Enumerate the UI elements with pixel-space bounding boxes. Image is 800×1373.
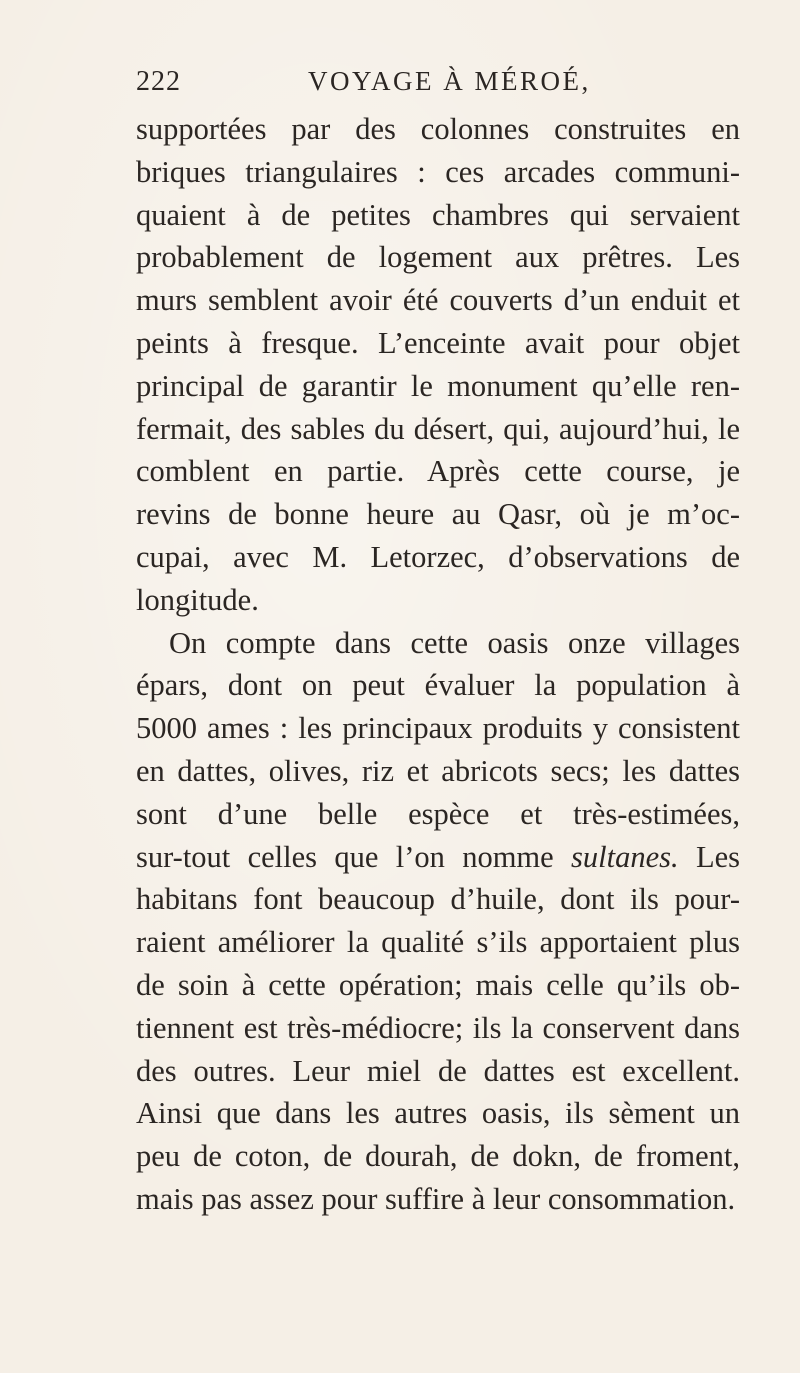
running-title: VOYAGE À MÉROÉ,	[308, 66, 591, 96]
text-segment: sur-tout celles que l’on nomme	[136, 839, 554, 874]
text-line: habitans font beaucoup d’huile, dont ils pour-	[136, 882, 740, 917]
text-line: en dattes, olives, riz et abricots secs; les dattes	[136, 753, 740, 788]
text-line: longitude.	[136, 582, 259, 617]
text-line: raient améliorer la qualité s’ils apportaient plus	[136, 925, 740, 960]
text-line: 5000 ames : les principaux produits y consistent	[136, 711, 740, 746]
page-number: 222	[136, 66, 181, 97]
text-line: revins de bonne heure au Qasr, où je m’oc-	[136, 497, 740, 532]
text-line: cupai, avec M. Letorzec, d’observations de	[136, 539, 740, 574]
text-line: peu de coton, de dourah, de dokn, de froment,	[136, 1139, 740, 1174]
text-line: comblent en partie. Après cette course, je	[136, 454, 740, 489]
text-line: quaient à de petites chambres qui servaient	[136, 197, 740, 232]
text-line: briques triangulaires : ces arcades communi-	[136, 154, 740, 189]
text-line: de soin à cette opération; mais celle qu’ils ob-	[136, 967, 740, 1002]
text-line: supportées par des colonnes construites en	[136, 112, 740, 146]
text-line: sont d’une belle espèce et très-estimées,	[136, 796, 740, 831]
text-line: murs semblent avoir été couverts d’un enduit et	[136, 283, 740, 318]
running-head	[136, 62, 740, 106]
text-line: mais pas assez pour suffire à leur consommation.	[136, 1181, 736, 1216]
text-line-with-italic	[136, 836, 740, 879]
paragraph-start-line: On compte dans cette oasis onze villages	[169, 625, 740, 660]
text-line: tiennent est très-médiocre; ils la conservent dans	[136, 1010, 740, 1045]
text-line: des outres. Leur miel de dattes est excellent.	[136, 1053, 740, 1088]
text-segment: Les	[695, 839, 741, 874]
text-line: peints à fresque. L’enceinte avait pour objet	[136, 325, 740, 360]
body-text	[136, 108, 740, 1221]
text-line: probablement de logement aux prêtres. Les	[136, 240, 740, 275]
text-line: épars, dont on peut évaluer la population à	[136, 668, 740, 703]
text-line: Ainsi que dans les autres oasis, ils sèment un	[136, 1096, 740, 1131]
italic-word: sultanes.	[571, 839, 679, 874]
text-line: principal de garantir le monument qu’elle ren-	[136, 368, 740, 403]
text-line: fermait, des sables du désert, qui, aujourd’hui, le	[136, 411, 740, 446]
